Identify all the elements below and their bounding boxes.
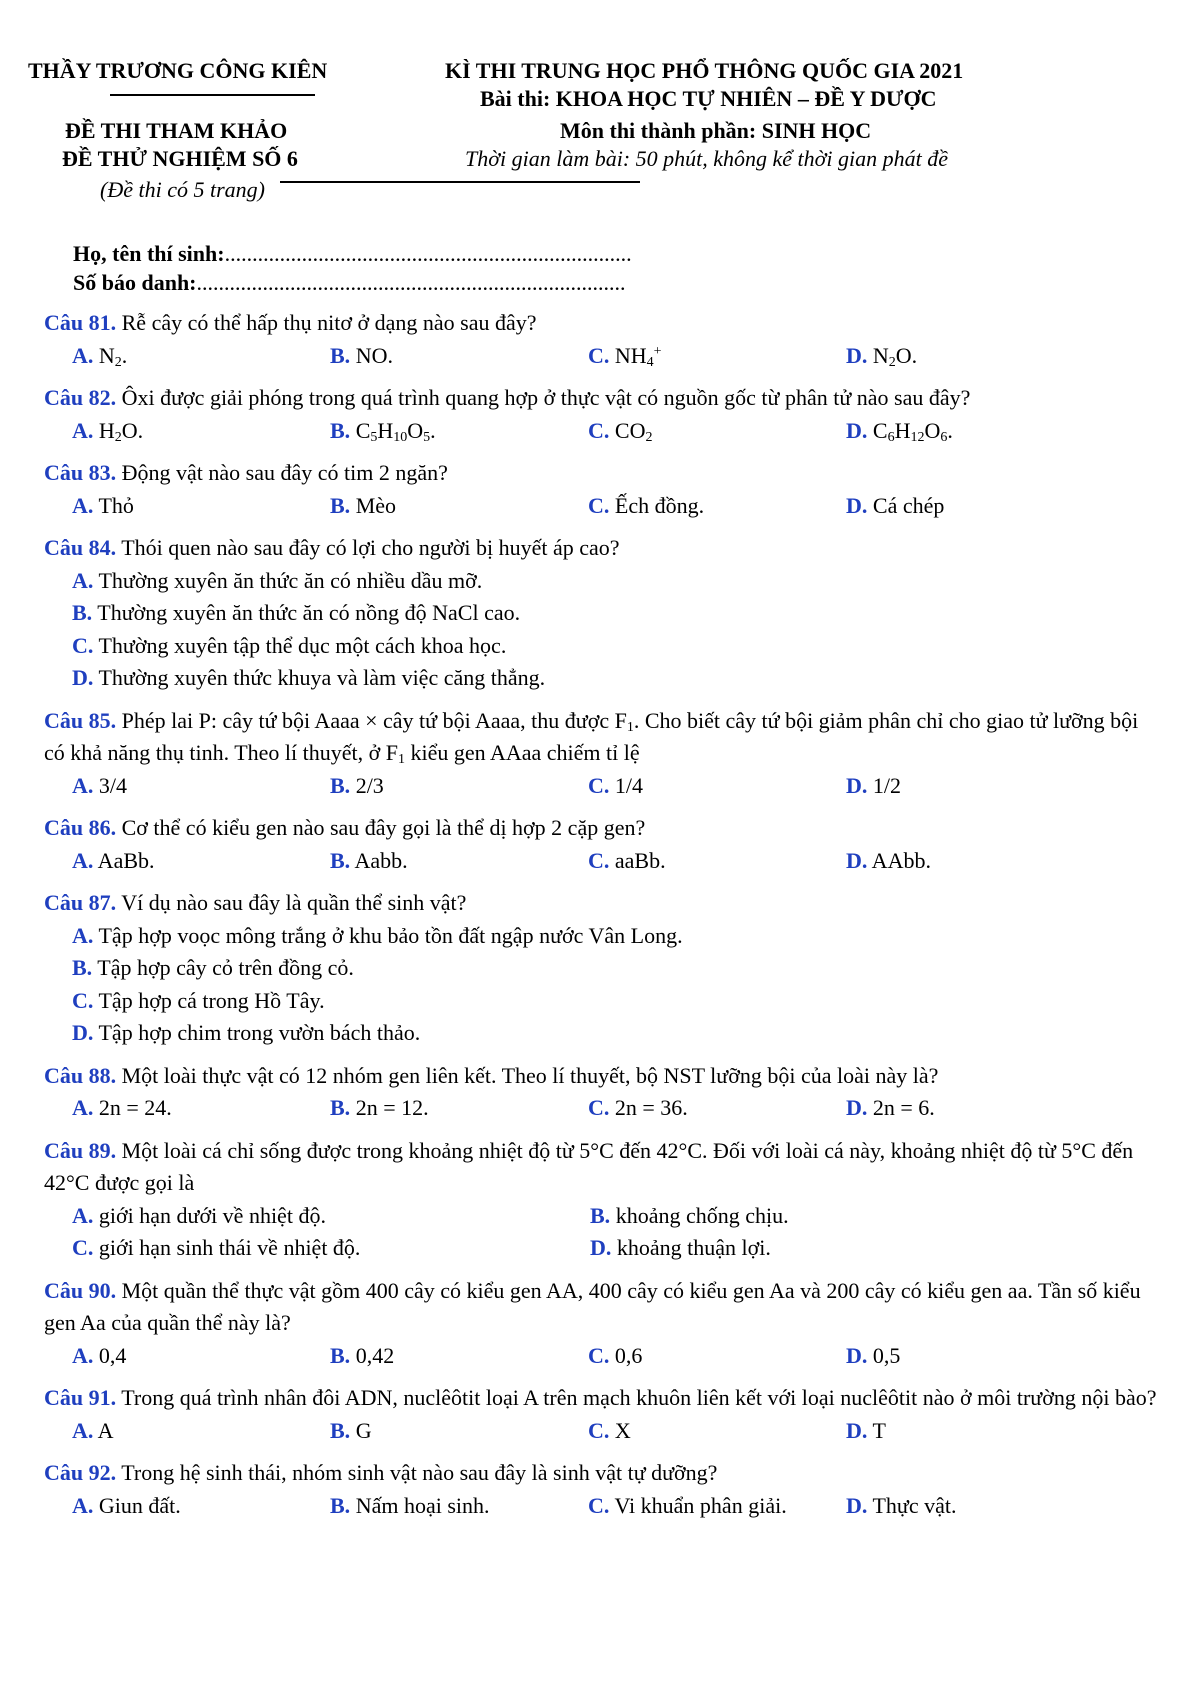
option-label: B. [330, 492, 351, 518]
option-text: 0,42 [350, 1342, 395, 1368]
question-number: Câu 85. [44, 707, 117, 733]
option-text: 3/4 [93, 772, 128, 798]
question [44, 705, 1164, 803]
option-text: $H_2O$. [93, 417, 144, 445]
option-text: $C_6H_{12}O_6$. [867, 417, 953, 445]
option-text: $CO_2$ [609, 417, 653, 445]
answer-option [44, 1017, 1164, 1050]
option-label: C. [588, 1095, 610, 1120]
option-label: D. [846, 492, 868, 518]
option-label: B. [330, 847, 351, 873]
option-label: A. [72, 1492, 94, 1518]
option-text: Thỏ [93, 492, 134, 518]
option-label: A. [72, 1342, 94, 1368]
option-text: 2/3 [350, 772, 384, 798]
option-label: C. [588, 417, 610, 443]
answer-option [588, 415, 846, 448]
answer-option [330, 1415, 588, 1448]
question [44, 382, 1164, 447]
option-label: D. [846, 847, 868, 873]
question-number: Câu 86. [44, 815, 117, 840]
question-stem [44, 532, 1164, 565]
answer-option [846, 1092, 1104, 1125]
option-label: C. [588, 492, 610, 518]
option-label: D. [846, 1095, 868, 1120]
question [44, 887, 1164, 1050]
option-label: D. [846, 342, 868, 368]
option-text: 2n = 12. [350, 1095, 429, 1120]
author-underline [110, 94, 315, 96]
question-number: Câu 83. [44, 460, 117, 485]
option-label: B. [330, 1417, 351, 1443]
answer-option [846, 1490, 1104, 1523]
option-text: Ếch đồng. [609, 492, 705, 518]
option-text: giới hạn sinh thái về nhiệt độ. [93, 1235, 361, 1260]
answer-option [846, 415, 1104, 448]
option-label: C. [588, 1492, 610, 1518]
question-number: Câu 92. [44, 1460, 117, 1485]
answer-option [72, 340, 330, 373]
option-text: 2n = 36. [609, 1095, 688, 1120]
question-number: Câu 87. [44, 890, 117, 915]
answer-option [330, 1340, 588, 1373]
option-text: 2n = 24. [93, 1095, 172, 1120]
option-label: D. [846, 417, 868, 443]
options-row [44, 770, 1164, 803]
question-text: Một loài thực vật có 12 nhóm gen liên kết. Theo lí thuyết, bộ NST lưỡng bội của loài này là? [116, 1062, 939, 1088]
option-label: C. [72, 987, 94, 1013]
option-label: B. [330, 1492, 351, 1518]
question-stem [44, 457, 1164, 490]
answer-option [588, 490, 846, 523]
answer-option [846, 1415, 1104, 1448]
student-id-label: Số báo danh: [73, 270, 197, 295]
option-text: Thường xuyên ăn thức ăn có nhiều dầu mỡ. [93, 567, 483, 593]
option-text: khoảng chống chịu. [610, 1202, 789, 1228]
answer-option [72, 1415, 330, 1448]
answer-option [330, 340, 588, 373]
question-stem [44, 1135, 1164, 1200]
option-label: B. [72, 955, 93, 980]
option-label: C. [588, 1417, 610, 1443]
options-row [44, 845, 1164, 878]
question-text: Trong hệ sinh thái, nhóm sinh vật nào sau đây là sinh vật tự dưỡng? [116, 1460, 718, 1485]
option-label: B. [330, 417, 351, 443]
option-text: 1/4 [609, 772, 644, 798]
option-text: 0,4 [93, 1342, 127, 1368]
time-underline [280, 181, 640, 183]
answer-option [846, 490, 1104, 523]
option-label: A. [72, 492, 94, 518]
option-label: B. [72, 600, 93, 625]
option-label: D. [72, 1020, 94, 1045]
question-number: Câu 82. [44, 385, 117, 410]
student-name-blank: .......................................................................... [224, 241, 632, 266]
option-label: A. [72, 847, 94, 873]
question-list [44, 307, 1164, 1532]
answer-option [846, 845, 1104, 878]
question [44, 1060, 1164, 1125]
question-text: Ôxi được giải phóng trong quá trình quang hợp ở thực vật có nguồn gốc từ phân tử nào sau đây? [116, 385, 971, 410]
option-text: Mèo [350, 492, 397, 518]
option-text: 0,6 [609, 1342, 643, 1368]
answer-option [588, 1092, 846, 1125]
question-text: Ví dụ nào sau đây là quần thể sinh vật? [116, 890, 467, 915]
options-row [44, 1415, 1164, 1448]
answer-option [590, 1200, 1108, 1233]
question [44, 307, 1164, 372]
reference-label: ĐỀ THI THAM KHẢO [65, 118, 288, 143]
question-stem [44, 887, 1164, 920]
option-label: C. [588, 847, 610, 873]
option-label: B. [330, 772, 351, 798]
option-text: AAbb. [867, 847, 931, 873]
option-label: B. [330, 342, 351, 368]
option-text: 1/2 [867, 772, 902, 798]
answer-option [72, 415, 330, 448]
answer-option [72, 1232, 590, 1265]
option-label: A. [72, 1095, 94, 1120]
option-label: A. [72, 417, 94, 443]
answer-option [590, 1232, 1108, 1265]
options-row [44, 340, 1164, 373]
option-text: $N_2O$. [867, 342, 918, 370]
option-label: C. [588, 1342, 610, 1368]
question-text: Trong quá trình nhân đôi ADN, nuclêôtit loại A trên mạch khuôn liên kết với loại nuclêôtit nào ở môi trường nội bào? [116, 1385, 1157, 1410]
options-row [44, 1490, 1164, 1523]
question-stem [44, 812, 1164, 845]
option-label: A. [72, 342, 94, 368]
answer-option [330, 845, 588, 878]
option-text: Tập hợp voọc mông trắng ở khu bảo tồn đất ngập nước Vân Long. [93, 922, 683, 948]
option-text: Tập hợp chim trong vườn bách thảo. [93, 1020, 421, 1045]
options-row [44, 1092, 1164, 1125]
author-name: THẦY TRƯƠNG CÔNG KIÊN [28, 58, 328, 83]
question-text: Rễ cây có thể hấp thụ nitơ ở dạng nào sau đây? [116, 310, 537, 335]
option-text: AaBb. [93, 847, 155, 873]
option-text: Vi khuẩn phân giải. [609, 1492, 787, 1518]
option-text: Thực vật. [867, 1492, 957, 1518]
answer-option [588, 1490, 846, 1523]
answer-option [72, 1340, 330, 1373]
student-id-blank: .............................................................................. [196, 270, 626, 295]
option-text: Thường xuyên ăn thức ăn có nồng độ NaCl cao. [92, 600, 521, 625]
option-label: D. [846, 1342, 868, 1368]
options-row [44, 1232, 1164, 1265]
question-stem [44, 1275, 1164, 1340]
answer-option [588, 1415, 846, 1448]
exam-time: Thời gian làm bài: 50 phút, không kể thời gian phát đề [465, 146, 949, 171]
answer-option [588, 1340, 846, 1373]
option-label: B. [590, 1202, 611, 1228]
trial-label: ĐỀ THỬ NGHIỆM SỐ 6 [62, 146, 298, 171]
option-label: A. [72, 567, 94, 593]
student-name-label: Họ, tên thí sinh: [73, 241, 225, 266]
answer-option [588, 770, 846, 803]
question-stem [44, 307, 1164, 340]
answer-option [330, 770, 588, 803]
question-stem [44, 1382, 1164, 1415]
question-stem [44, 382, 1164, 415]
student-id-line [73, 270, 626, 296]
answer-option [72, 1490, 330, 1523]
answer-option [72, 845, 330, 878]
option-label: A. [72, 1417, 94, 1443]
question-text: Một quần thể thực vật gồm 400 cây có kiểu gen AA, 400 cây có kiểu gen Aa và 200 cây có kiểu gen aa. Tần số kiểu gen Aa của quần thể này là? [44, 1277, 1141, 1335]
answer-option [72, 1200, 590, 1233]
option-text: $N_2$. [93, 342, 128, 370]
question-number: Câu 89. [44, 1137, 117, 1163]
option-label: D. [846, 1492, 868, 1518]
option-text: NO. [350, 342, 393, 368]
option-label: B. [330, 1342, 351, 1368]
answer-option [72, 770, 330, 803]
option-text: X [609, 1417, 631, 1443]
answer-option [846, 340, 1104, 373]
option-text: T [867, 1417, 886, 1443]
answer-option [72, 1092, 330, 1125]
answer-option [44, 920, 1164, 953]
question-number: Câu 81. [44, 310, 117, 335]
answer-option [44, 662, 1164, 695]
question-text: Thói quen nào sau đây có lợi cho người bị huyết áp cao? [116, 535, 620, 560]
option-text: Tập hợp cây cỏ trên đồng cỏ. [92, 955, 354, 980]
exam-subject-line: Bài thi: KHOA HỌC TỰ NHIÊN – ĐỀ Y DƯỢC [480, 86, 937, 111]
option-text: khoảng thuận lợi. [611, 1235, 771, 1260]
answer-option [44, 985, 1164, 1018]
answer-option [846, 770, 1104, 803]
option-label: A. [72, 772, 94, 798]
option-text: giới hạn dưới về nhiệt độ. [93, 1202, 326, 1228]
answer-option [588, 340, 846, 373]
option-label: D. [590, 1235, 612, 1260]
answer-option [330, 415, 588, 448]
answer-option [72, 490, 330, 523]
question-number: Câu 90. [44, 1277, 117, 1303]
answer-option [330, 1092, 588, 1125]
question [44, 1275, 1164, 1373]
question-text: Cơ thể có kiểu gen nào sau đây gọi là thể dị hợp 2 cặp gen? [116, 815, 646, 840]
option-text: Tập hợp cá trong Hồ Tây. [93, 987, 325, 1013]
answer-option [330, 1490, 588, 1523]
question-number: Câu 88. [44, 1062, 117, 1088]
option-label: A. [72, 1202, 94, 1228]
question-number: Câu 84. [44, 535, 117, 560]
option-text: Giun đất. [93, 1492, 181, 1518]
option-text: Thường xuyên tập thể dục một cách khoa học. [93, 632, 507, 658]
question [44, 812, 1164, 877]
option-text: $C_5H_{10}O_5$. [350, 417, 436, 445]
option-text: aaBb. [609, 847, 666, 873]
option-text: G [350, 1417, 372, 1443]
question-stem [44, 1060, 1164, 1093]
answer-option [44, 597, 1164, 630]
question [44, 1457, 1164, 1522]
option-label: C. [72, 632, 94, 658]
exam-title: KÌ THI TRUNG HỌC PHỔ THÔNG QUỐC GIA 2021 [445, 58, 964, 83]
option-label: D. [846, 772, 868, 798]
option-text: $NH_4^+$ [609, 342, 662, 370]
option-label: C. [72, 1235, 94, 1260]
answer-option [44, 565, 1164, 598]
options-row [44, 1340, 1164, 1373]
student-name-line [73, 241, 632, 267]
answer-option [44, 952, 1164, 985]
answer-option [588, 845, 846, 878]
question [44, 1382, 1164, 1447]
page-count: (Đề thi có 5 trang) [100, 177, 265, 202]
option-text: Aabb. [350, 847, 408, 873]
option-label: D. [846, 1417, 868, 1443]
option-label: A. [72, 922, 94, 948]
question-text: Phép lai P: cây tứ bội Aaaa × cây tứ bội Aaaa, thu được $F_1$. Cho biết cây tứ bội giảm phân chỉ cho giao tử lưỡng bội có khả năng thụ tinh. Theo lí thuyết, ở $F_1$ kiểu gen AAaa chiếm tỉ lệ [44, 707, 1139, 767]
question-stem [44, 1457, 1164, 1490]
question-number: Câu 91. [44, 1385, 117, 1410]
question-stem [44, 705, 1164, 770]
option-label: B. [330, 1095, 351, 1120]
question-text: Một loài cá chỉ sống được trong khoảng nhiệt độ từ 5°C đến 42°C. Đối với loài cá này, khoảng nhiệt độ từ 5°C đến 42°C được gọi là [44, 1137, 1134, 1195]
option-label: C. [588, 772, 610, 798]
option-text: Thường xuyên thức khuya và làm việc căng thẳng. [93, 665, 546, 690]
answer-option [846, 1340, 1104, 1373]
component-subject: Môn thi thành phần: SINH HỌC [560, 118, 872, 143]
option-text: 0,5 [867, 1342, 901, 1368]
option-text: Cá chép [867, 492, 945, 518]
option-text: A [93, 1417, 114, 1443]
answer-option [44, 630, 1164, 663]
option-label: C. [588, 342, 610, 368]
question-text: Động vật nào sau đây có tim 2 ngăn? [116, 460, 448, 485]
option-text: 2n = 6. [867, 1095, 935, 1120]
answer-option [330, 490, 588, 523]
question [44, 457, 1164, 522]
options-row [44, 490, 1164, 523]
question [44, 1135, 1164, 1265]
question [44, 532, 1164, 695]
option-text: Nấm hoại sinh. [350, 1492, 490, 1518]
options-row [44, 1200, 1164, 1233]
option-label: D. [72, 665, 94, 690]
options-row [44, 415, 1164, 448]
